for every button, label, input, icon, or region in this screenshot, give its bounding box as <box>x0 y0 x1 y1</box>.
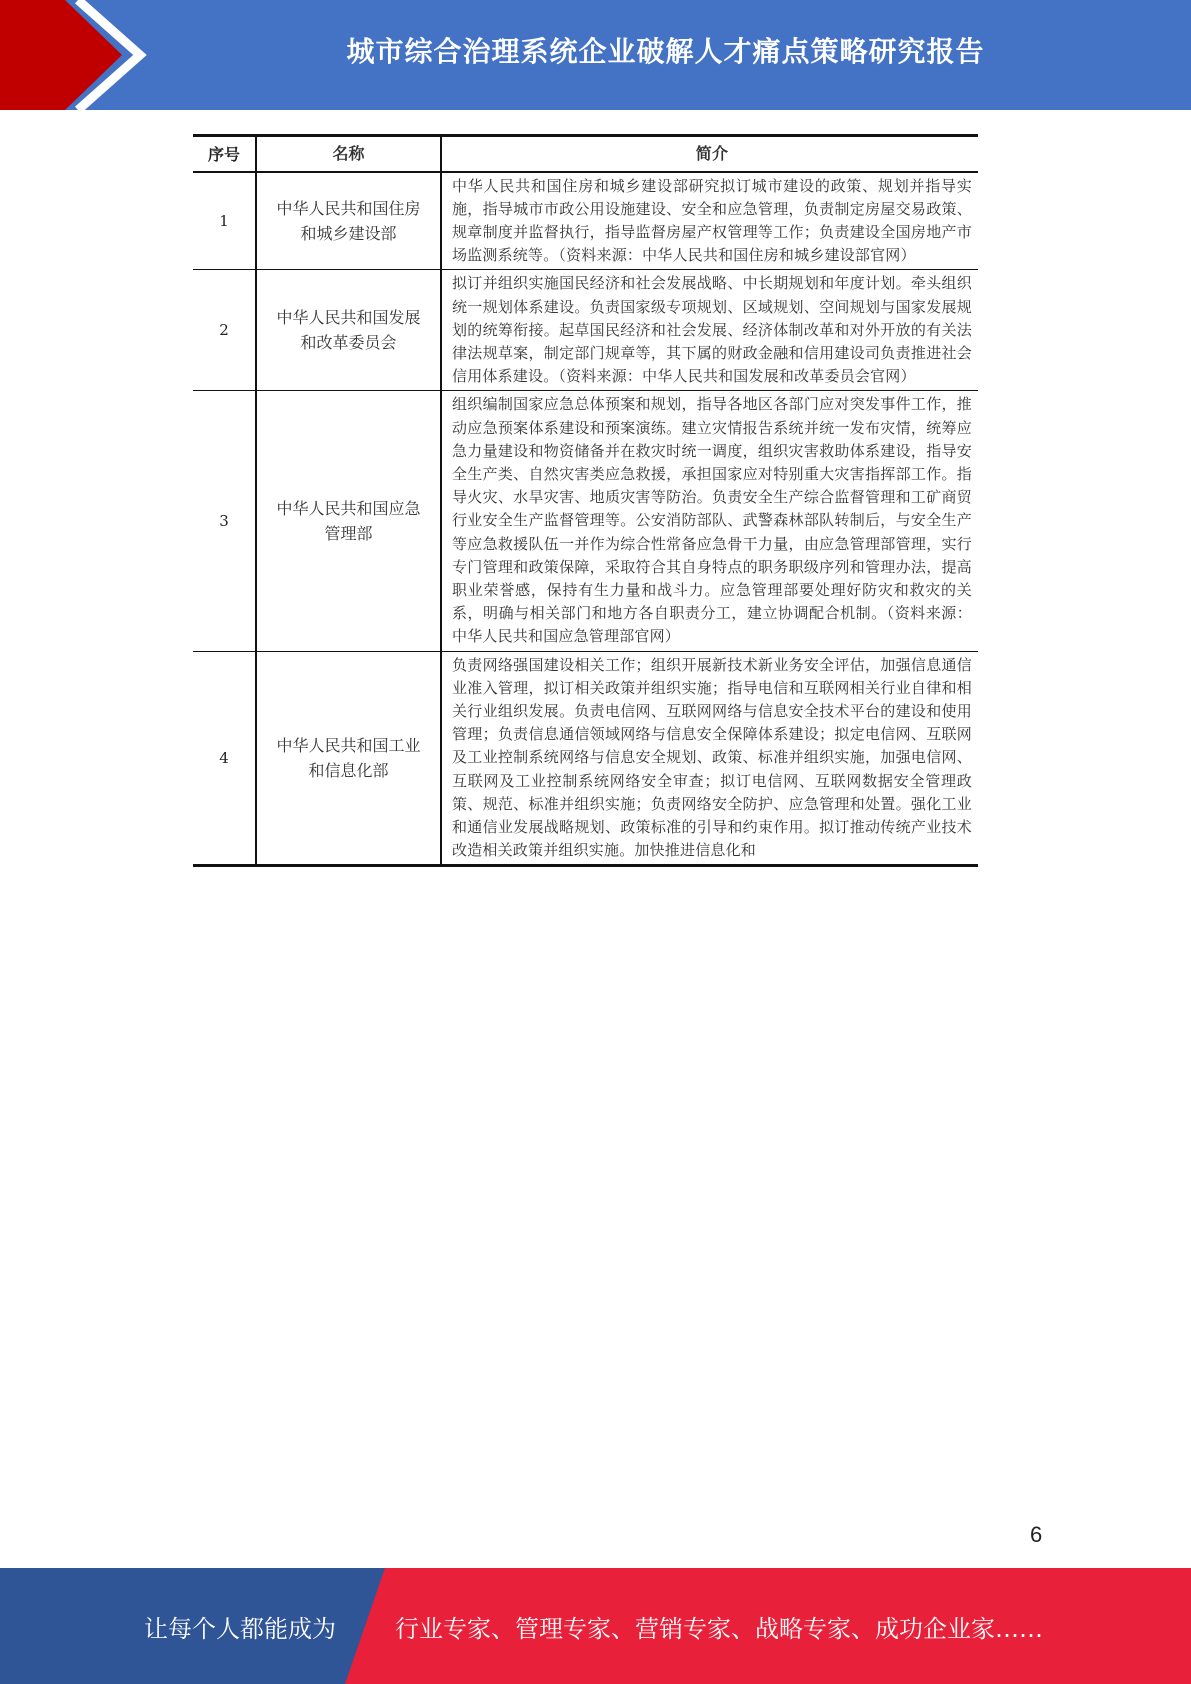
table-row <box>193 391 978 651</box>
agency-table <box>193 134 978 867</box>
footer-slogan-left: 让每个人都能成为 <box>144 1614 336 1643</box>
row-index: 1 <box>193 172 256 270</box>
row-index: 3 <box>193 391 256 651</box>
column-header-index: 序号 <box>193 136 256 172</box>
row-agency-name: 中华人民共和国工业和信息化部 <box>256 651 441 866</box>
column-header-description: 简介 <box>441 136 978 172</box>
table-row <box>193 172 978 270</box>
page-footer <box>0 1568 1191 1684</box>
footer-slogan-right: 行业专家、管理专家、营销专家、战略专家、成功企业家…… <box>395 1614 1043 1643</box>
row-description: 负责网络强国建设相关工作；组织开展新技术新业务安全评估，加强信息通信业准入管理，拟订相关政策并组织实施；指导电信和互联网相关行业自律和相关行业组织发展。负责电信网、互联网网络与信息安全技术平台的建设和使用管理；负责信息通信领域网络与信息安全保障体系建设；拟定电信网、互联网及工业控制系统网络与信息安全规划、政策、标准并组织实施，加强电信网、互联网及工业控制系统网络安全审查；拟订电信网、互联网数据安全管理政策、规范、标准并组织实施；负责网络安全防护、应急管理和处置。强化工业和通信业发展战略规划、政策标准的引导和约束作用。拟订推动传统产业技术改造相关政策并组织实施。加快推进信息化和 <box>441 651 978 866</box>
page-number: 6 <box>1030 1522 1043 1547</box>
row-agency-name: 中华人民共和国应急管理部 <box>256 391 441 651</box>
header-red-arrow-graphic <box>0 0 160 110</box>
row-description: 中华人民共和国住房和城乡建设部研究拟订城市建设的政策、规划并指导实施，指导城市市政公用设施建设、安全和应急管理，负责制定房屋交易政策、规章制度并监督执行，指导监督房屋产权管理等工作；负责建设全国房地产市场监测系统等。（资料来源：中华人民共和国住房和城乡建设部官网） <box>441 172 978 270</box>
row-agency-name: 中华人民共和国住房和城乡建设部 <box>256 172 441 270</box>
row-agency-name: 中华人民共和国发展和改革委员会 <box>256 270 441 391</box>
row-index: 2 <box>193 270 256 391</box>
row-description: 组织编制国家应急总体预案和规划，指导各地区各部门应对突发事件工作，推动应急预案体系建设和预案演练。建立灾情报告系统并统一发布灾情，统筹应急力量建设和物资储备并在救灾时统一调度，组织灾害救助体系建设，指导安全生产类、自然灾害类应急救援，承担国家应对特别重大灾害指挥部工作。指导火灾、水旱灾害、地质灾害等防治。负责安全生产综合监督管理和工矿商贸行业安全生产监督管理等。公安消防部队、武警森林部队转制后，与安全生产等应急救援队伍一并作为综合性常备应急骨干力量，由应急管理部管理，实行专门管理和政策保障，采取符合其自身特点的职务职级序列和管理办法，提高职业荣誉感，保持有生力量和战斗力。应急管理部要处理好防灾和救灾的关系，明确与相关部门和地方各自职责分工，建立协调配合机制。（资料来源：中华人民共和国应急管理部官网） <box>441 391 978 651</box>
table-row <box>193 651 978 866</box>
page-header <box>0 0 1191 110</box>
row-index: 4 <box>193 651 256 866</box>
table-header-row <box>193 136 978 172</box>
report-title: 城市综合治理系统企业破解人才痛点策略研究报告 <box>346 35 985 68</box>
column-header-name: 名称 <box>256 136 441 172</box>
row-description: 拟订并组织实施国民经济和社会发展战略、中长期规划和年度计划。牵头组织统一规划体系建设。负责国家级专项规划、区域规划、空间规划与国家发展规划的统筹衔接。起草国民经济和社会发展、经济体制改革和对外开放的有关法律法规草案，制定部门规章等，其下属的财政金融和信用建设司负责推进社会信用体系建设。（资料来源：中华人民共和国发展和改革委员会官网） <box>441 270 978 391</box>
table-row <box>193 270 978 391</box>
